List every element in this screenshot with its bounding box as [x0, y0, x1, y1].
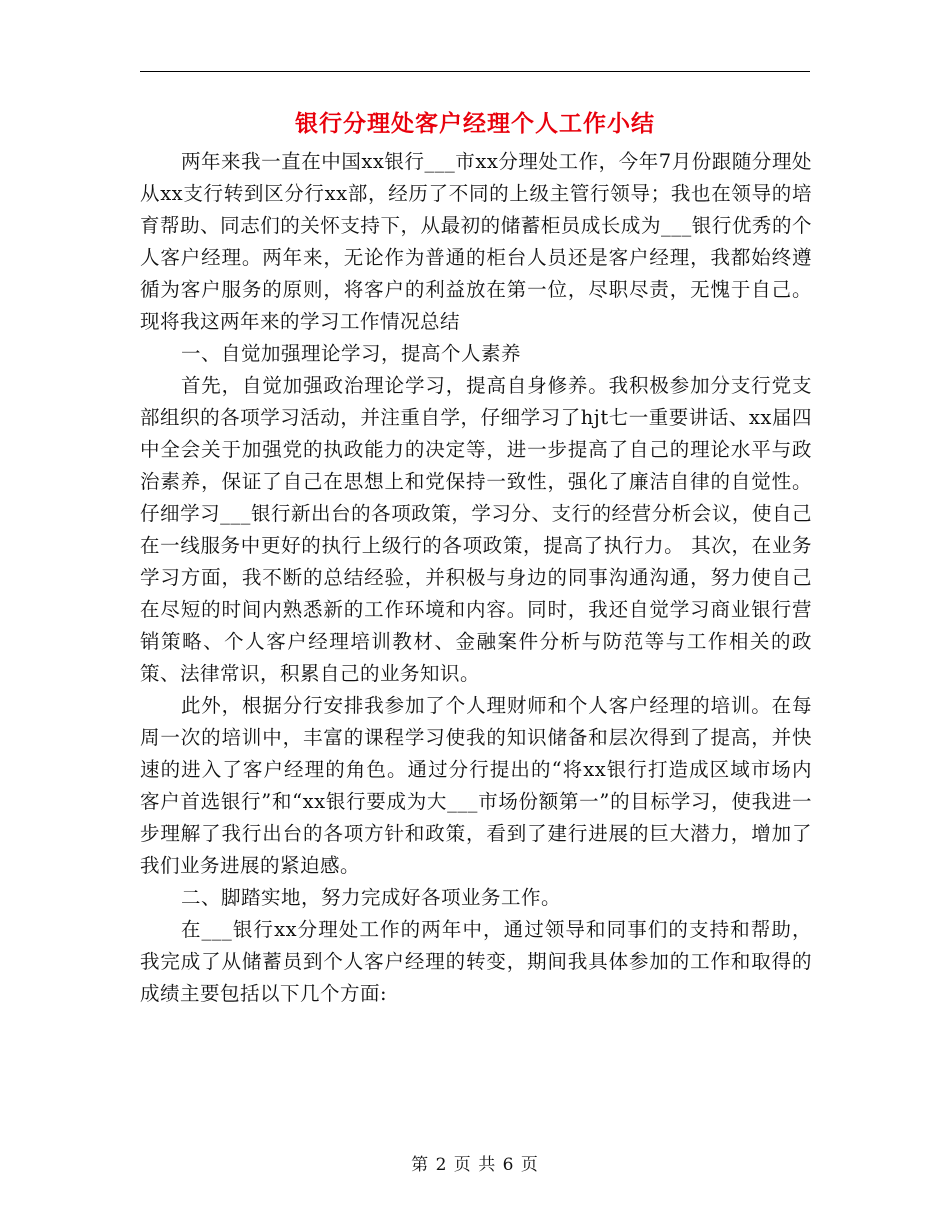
- page-number: 第 2 页 共 6 页: [411, 1155, 539, 1175]
- document-body: [140, 146, 812, 1010]
- body-paragraph-intro: 两年来我一直在中国xx银行___市xx分理处工作，今年7月份跟随分理处从xx支行转到区分行xx部，经历了不同的上级主管行领导；我也在领导的培育帮助、同志们的关怀支持下，从最初的储蓄柜员成长成为___银行优秀的个人客户经理。两年来，无论作为普通的柜台人员还是客户经理，我都始终遵循为客户服务的原则，将客户的利益放在第一位，尽职尽责，无愧于自己。现将我这两年来的学习工作情况总结: [140, 150, 812, 333]
- header-rule: [140, 71, 810, 72]
- document-title: 银行分理处客户经理个人工作小结: [295, 110, 655, 137]
- section-heading-2: 二、脚踏实地，努力完成好各项业务工作。: [180, 886, 561, 909]
- body-paragraph-training: 此外，根据分行安排我参加了个人理财师和个人客户经理的培训。在每周一次的培训中，丰富的课程学习使我的知识储备和层次得到了提高，并快速的进入了客户经理的角色。通过分行提出的“将xx银行打造成区域市场内客户首选银行”和“xx银行要成为大___市场份额第一”的目标学习，使我进一步理解了我行出台的各项方针和政策，看到了建行进展的巨大潜力，增加了我们业务进展的紧迫感。: [140, 694, 812, 877]
- body-paragraph-work: 在___银行xx分理处工作的两年中，通过领导和同事们的支持和帮助，我完成了从储蓄员到个人客户经理的转变，期间我具体参加的工作和取得的成绩主要包括以下几个方面:: [140, 918, 812, 1005]
- body-paragraph-study: 首先，自觉加强政治理论学习，提高自身修养。我积极参加分支行党支部组织的各项学习活动，并注重自学，仔细学习了hjt七一重要讲话、xx届四中全会关于加强党的执政能力的决定等，进一步提高了自己的理论水平与政治素养，保证了自己在思想上和党保持一致性，强化了廉洁自律的自觉性。仔细学习___银行新出台的各项政策，学习分、支行的经营分析会议，使自己在一线服务中更好的执行上级行的各项政策，提高了执行力。 其次，在业务学习方面，我不断的总结经验，并积极与身边的同事沟通沟通，努力使自己在尽短的时间内熟悉新的工作环境和内容。同时，我还自觉学习商业银行营销策略、个人客户经理培训教材、金融案件分析与防范等与工作相关的政策、法律常识，积累自己的业务知识。: [140, 374, 812, 685]
- section-heading-1: 一、自觉加强理论学习，提高个人素养: [180, 342, 521, 365]
